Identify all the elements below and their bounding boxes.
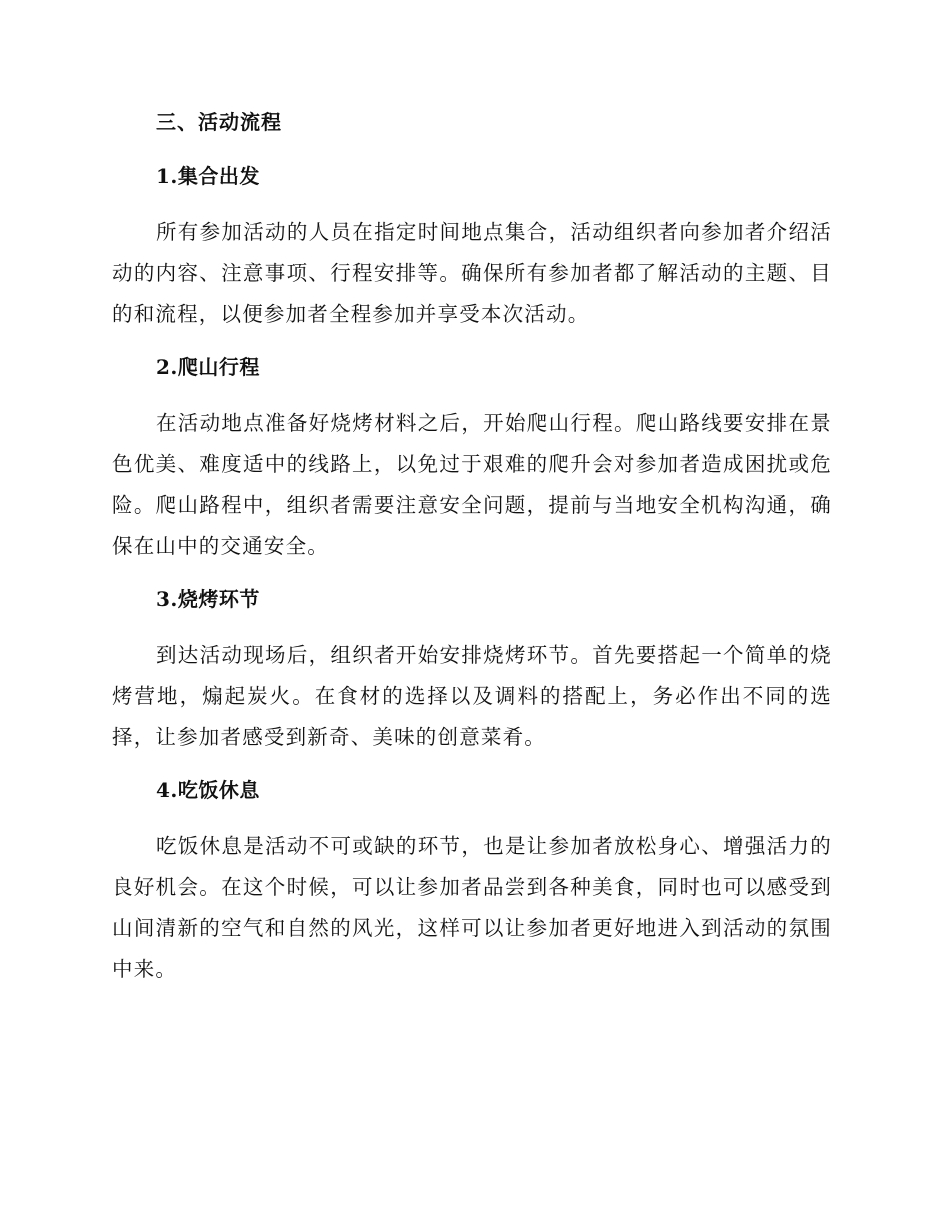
step-meal-rest — [112, 776, 832, 990]
step-title: 1.集合出发 — [156, 164, 260, 188]
step-hiking — [112, 353, 832, 567]
step-paragraph: 吃饭休息是活动不可或缺的环节，也是让参加者放松身心、增强活力的良好机会。在这个时候，可以让参加者品尝到各种美食，同时也可以感受到山间清新的空气和自然的风光，这样可以让参加者更好地进入到活动的氛围中来。 — [112, 834, 832, 981]
step-barbecue — [112, 585, 832, 758]
step-title: 3.烧烤环节 — [156, 587, 260, 611]
step-paragraph: 到达活动现场后，组织者开始安排烧烤环节。首先要搭起一个简单的烧烤营地，煽起炭火。在食材的选择以及调料的搭配上，务必作出不同的选择，让参加者感受到新奇、美味的创意菜肴。 — [112, 643, 832, 749]
step-title: 2.爬山行程 — [156, 355, 260, 379]
step-gathering — [112, 162, 832, 335]
step-title: 4.吃饭休息 — [156, 778, 260, 802]
step-paragraph: 所有参加活动的人员在指定时间地点集合，活动组织者向参加者介绍活动的内容、注意事项、行程安排等。确保所有参加者都了解活动的主题、目的和流程，以便参加者全程参加并享受本次活动。 — [112, 220, 832, 326]
section-title: 三、活动流程 — [156, 110, 282, 134]
step-paragraph: 在活动地点准备好烧烤材料之后，开始爬山行程。爬山路线要安排在景色优美、难度适中的线路上，以免过于艰难的爬升会对参加者造成困扰或危险。爬山路程中，组织者需要注意安全问题，提前与当地安全机构沟通，确保在山中的交通安全。 — [112, 411, 832, 558]
